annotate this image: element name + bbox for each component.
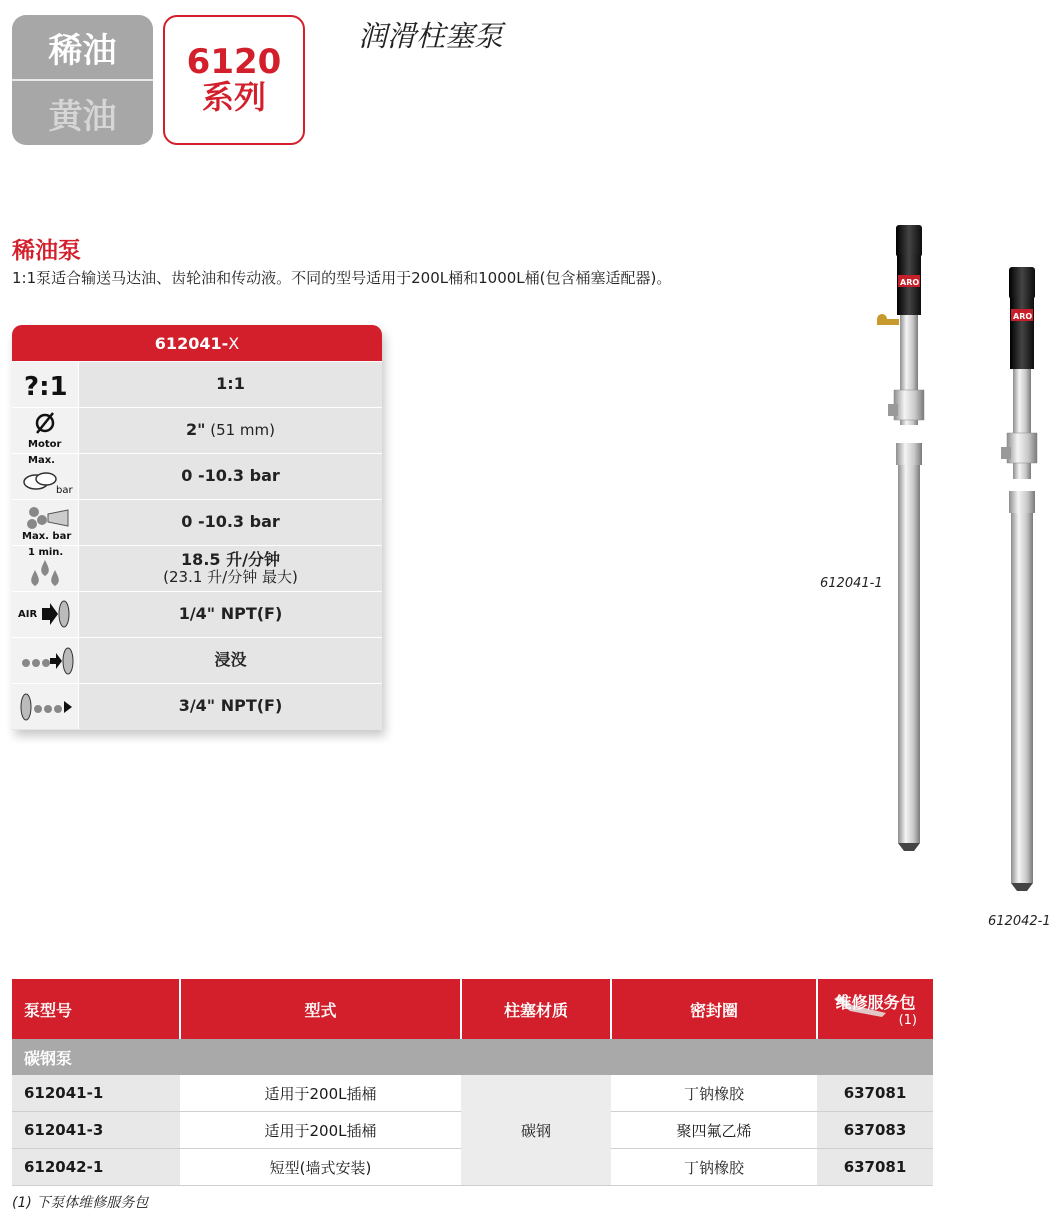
spec-value-fluid-outlet: 3/4" NPT(F) xyxy=(178,696,283,716)
spec-row-ratio xyxy=(12,361,382,407)
page-title: 润滑柱塞泵 xyxy=(358,19,504,53)
row-model: 612042-1 xyxy=(12,1149,180,1186)
row-kit: 637081 xyxy=(817,1075,933,1112)
max-bar-label: Max. bar xyxy=(22,531,72,542)
flow-rate-icon xyxy=(12,546,79,591)
spec-value-flow-max: (23.1 升/分钟 最大) xyxy=(163,568,298,587)
max-label: Max. xyxy=(28,455,55,466)
air-pressure-icon xyxy=(12,454,79,499)
spec-row-fluid-inlet xyxy=(12,637,382,683)
svg-text:?:1: ?:1 xyxy=(24,372,68,402)
motor-diameter-icon xyxy=(12,408,79,453)
table-group-row xyxy=(12,1039,933,1075)
spec-value-fluid-pressure: 0 -10.3 bar xyxy=(181,512,280,532)
pump-612042-1 xyxy=(1001,267,1037,891)
pump-1-brand: ARO xyxy=(900,278,920,287)
spec-card xyxy=(12,325,382,730)
header-seal: 密封圈 xyxy=(611,979,817,1039)
footnote: (1) 下泵体维修服务包 xyxy=(12,1195,149,1211)
pump-caption-2: 612042-1 xyxy=(988,914,1051,929)
row-kit: 637081 xyxy=(817,1149,933,1186)
air-label: AIR xyxy=(18,609,38,620)
spec-row-air-inlet xyxy=(12,591,382,637)
section-description: 1:1泵适合输送马达油、齿轮油和传动液。不同的型号适用于200L桶和1000L桶(包含桶塞适配器)。 xyxy=(12,269,672,287)
header-kit-label: 维修服务包 xyxy=(835,993,916,1012)
grade-badge xyxy=(12,15,153,145)
spec-value-air-inlet: 1/4" NPT(F) xyxy=(178,604,283,624)
group-label: 碳钢泵 xyxy=(12,1039,933,1075)
pump-caption-1: 612041-1 xyxy=(820,576,883,591)
header-type: 型式 xyxy=(180,979,461,1039)
header-kit xyxy=(817,979,933,1039)
fluid-outlet-icon xyxy=(12,684,79,729)
row-type: 短型(墙式安装) xyxy=(180,1149,461,1186)
row-model: 612041-3 xyxy=(12,1112,180,1149)
spec-row-air-pressure xyxy=(12,453,382,499)
row-seal: 丁钠橡胶 xyxy=(611,1149,817,1186)
product-table xyxy=(12,979,933,1186)
row-type: 适用于200L插桶 xyxy=(180,1112,461,1149)
spec-row-fluid-outlet xyxy=(12,683,382,729)
pump-illustrations xyxy=(860,215,1060,905)
row-seal: 聚四氟乙烯 xyxy=(611,1112,817,1149)
spec-model-bold: 612041- xyxy=(154,333,229,353)
grade-top-label: 稀油 xyxy=(48,30,117,71)
pump-612041-1 xyxy=(877,225,924,851)
pump-2-brand: ARO xyxy=(1013,312,1033,321)
table-header-row xyxy=(12,979,933,1039)
spec-value-motor: 2" (51 mm) xyxy=(185,420,276,440)
row-type: 适用于200L插桶 xyxy=(180,1075,461,1112)
spec-value-flow: 18.5 升/分钟 xyxy=(181,549,280,569)
spec-row-flow xyxy=(12,545,382,591)
spec-value-ratio: 1:1 xyxy=(216,374,245,394)
fluid-pressure-icon xyxy=(12,500,79,545)
grade-bottom-label: 黄油 xyxy=(48,96,117,137)
spec-model-suffix: X xyxy=(228,333,240,353)
series-badge xyxy=(163,15,305,145)
table-row xyxy=(12,1075,933,1112)
spec-row-motor xyxy=(12,407,382,453)
section-title: 稀油泵 xyxy=(12,238,81,264)
spec-row-fluid-pressure xyxy=(12,499,382,545)
row-seal: 丁钠橡胶 xyxy=(611,1075,817,1112)
header-material: 柱塞材质 xyxy=(461,979,611,1039)
ratio-icon xyxy=(12,362,79,407)
bar-label: bar xyxy=(56,485,73,496)
header-model: 泵型号 xyxy=(12,979,180,1039)
series-label: 系列 xyxy=(201,78,266,117)
spec-card-header xyxy=(12,325,382,361)
spec-value-fluid-inlet: 浸没 xyxy=(214,650,247,670)
row-material: 碳钢 xyxy=(461,1075,611,1186)
spec-value-air-pressure: 0 -10.3 bar xyxy=(181,466,280,486)
header-kit-note: (1) xyxy=(898,1013,917,1028)
row-kit: 637083 xyxy=(817,1112,933,1149)
motor-label: Motor xyxy=(28,439,62,450)
fluid-inlet-icon xyxy=(12,638,79,683)
one-min-label: 1 min. xyxy=(28,547,64,558)
air-inlet-icon xyxy=(12,592,79,637)
row-model: 612041-1 xyxy=(12,1075,180,1112)
series-number: 6120 xyxy=(186,42,282,83)
